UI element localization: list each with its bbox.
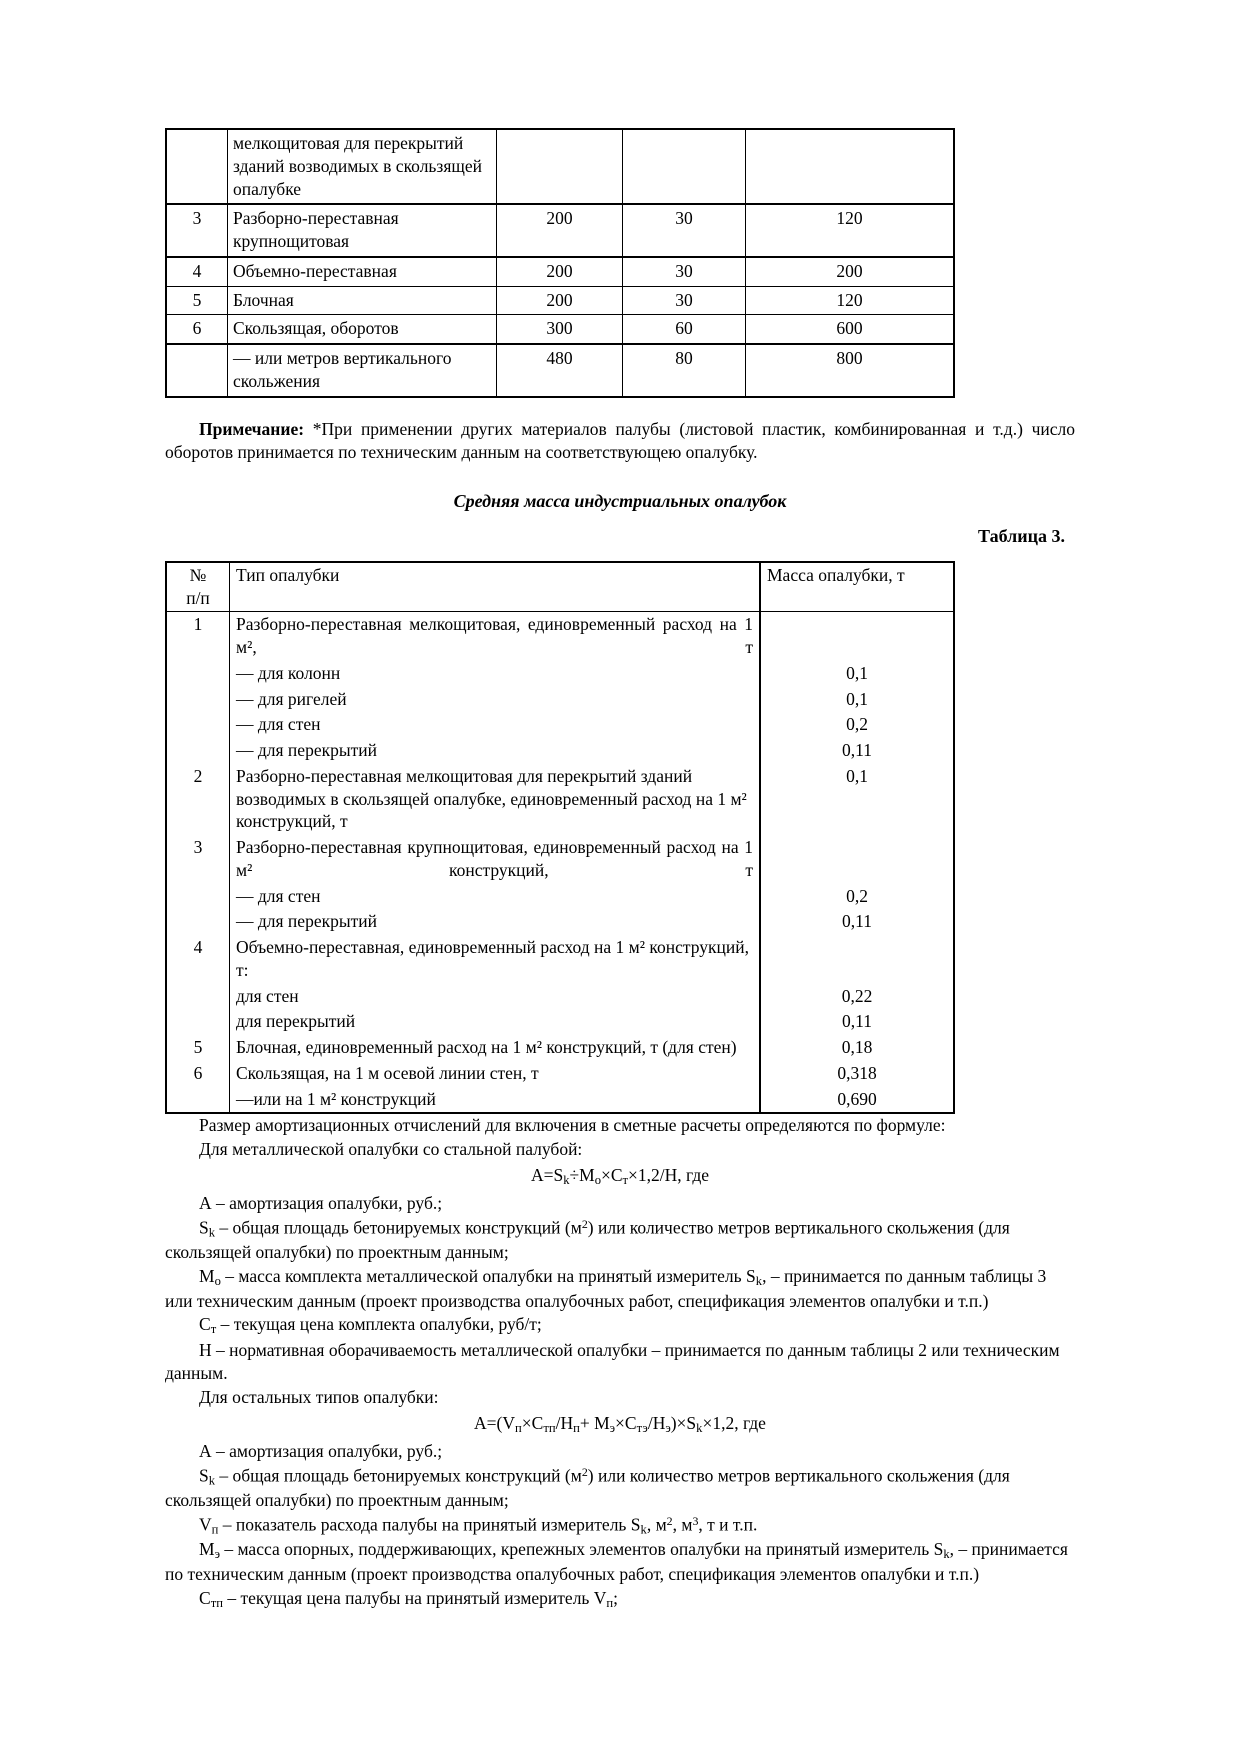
table-row	[166, 129, 954, 204]
row-value-c: 200	[746, 257, 955, 286]
row-type: Блочная	[228, 286, 497, 315]
table-row	[166, 909, 954, 935]
row-value-b: 60	[623, 315, 746, 344]
row-number: 4	[166, 257, 228, 286]
table1-note	[165, 418, 1075, 465]
row-value-a: 200	[497, 204, 623, 257]
paragraph-11: $V_п$ – показатель расхода палубы на принятый измеритель $S_k$, $м^2$, $м^3$, т и т.п.	[199, 1513, 758, 1537]
row-value-c: 800	[746, 344, 955, 397]
formula-2: $A=(V_п\times C_{тп}/H_п+ M_э\times C_{тэ}/H_э)\times S_k\times 1,2$, где	[474, 1413, 766, 1436]
row-description: для стен	[230, 984, 761, 1010]
row-description: для перекрытий	[230, 1009, 761, 1035]
table-row	[166, 712, 954, 738]
row-description: Разборно-переставная крупнощитовая, единовременный расход на 1 м² конструкций, т	[230, 835, 761, 884]
row-description: — для стен	[230, 884, 761, 910]
table-row	[166, 344, 954, 397]
paragraph-6: $C_т$ – текущая цена комплекта опалубки, руб/т;	[199, 1314, 542, 1337]
table-row	[166, 835, 954, 884]
row-type: Объемно-переставная	[228, 257, 497, 286]
table-row	[166, 612, 954, 661]
row-value: 0,1	[760, 764, 954, 835]
header-value: Масса опалубки, т	[760, 562, 954, 612]
header-description: Тип опалубки	[230, 562, 761, 612]
table-row	[166, 935, 954, 984]
row-value: 0,690	[760, 1087, 954, 1114]
row-value-b: 30	[623, 257, 746, 286]
row-number: 2	[166, 764, 230, 835]
paragraph-10: $S_k$ – общая площадь бетонируемых конструкций $(м^2)$ или количество метров вертикального скольжения (для скользящей опалубки) по проектным данным;	[165, 1464, 1010, 1511]
row-number: 5	[166, 1035, 230, 1061]
table3-number: Таблица 3.	[978, 525, 1065, 546]
row-value: 0,11	[760, 1009, 954, 1035]
header-number	[166, 562, 230, 612]
table-row	[166, 738, 954, 764]
row-number	[166, 909, 230, 935]
row-value-b: 30	[623, 286, 746, 315]
row-value	[760, 935, 954, 984]
table-row	[166, 204, 954, 257]
table-row	[166, 884, 954, 910]
row-value-b	[623, 129, 746, 204]
formula-1: $A=S_k\div M_o\times C_т\times 1,2/H$, где	[530, 1165, 710, 1188]
row-value: 0,18	[760, 1035, 954, 1061]
row-number	[166, 661, 230, 687]
row-number: 1	[166, 612, 230, 661]
row-number	[166, 129, 228, 204]
row-description: — для стен	[230, 712, 761, 738]
row-number	[166, 738, 230, 764]
table-row	[166, 1087, 954, 1114]
note-text: *При применении других материалов палубы (листовой пластик, комбинированная и т.д.) число оборотов принимается по техническим данным на соответствующею опалубку.	[165, 418, 1075, 463]
row-number	[166, 884, 230, 910]
row-number	[166, 1087, 230, 1114]
row-value-a: 300	[497, 315, 623, 344]
row-description: — для перекрытий	[230, 738, 761, 764]
row-number: 5	[166, 286, 228, 315]
row-value-c: 120	[746, 286, 955, 315]
row-number: 4	[166, 935, 230, 984]
row-value-a: 480	[497, 344, 623, 397]
paragraph-12: $M_э$ – масса опорных, поддерживающих, крепежных элементов опалубки на принятый измеритель $S_k$, – принимается по техническим данным (проект производства опалубочных работ, спецификация элементов опалубки и т.п.)	[165, 1539, 1068, 1585]
row-value-c: 600	[746, 315, 955, 344]
row-value: 0,11	[760, 909, 954, 935]
row-description: Разборно-переставная мелкощитовая, единовременный расход на 1 м², т	[230, 612, 761, 661]
table-header-row	[166, 562, 954, 612]
row-value: 0,11	[760, 738, 954, 764]
paragraph-7: Н – нормативная оборачиваемость металлической опалубки – принимается по данным таблицы 2 или техническим данным.	[165, 1339, 1060, 1384]
row-number: 3	[166, 835, 230, 884]
row-value	[760, 835, 954, 884]
table-row	[166, 984, 954, 1010]
paragraph-2: Для металлической опалубки со стальной палубой:	[199, 1138, 583, 1159]
table1-body	[166, 129, 954, 397]
row-value-b: 30	[623, 204, 746, 257]
row-type: Скользящая, оборотов	[228, 315, 497, 344]
paragraph-9: А – амортизация опалубки, руб.;	[199, 1441, 443, 1462]
formwork-mass-table	[165, 561, 955, 1115]
row-description: — для колонн	[230, 661, 761, 687]
row-description: — для перекрытий	[230, 909, 761, 935]
table-row	[166, 286, 954, 315]
table-row	[166, 315, 954, 344]
row-description: Разборно-переставная мелкощитовая для перекрытий зданий возводимых в скользящей опалубке, единовременный расход на 1 м² конструкций, т	[230, 764, 761, 835]
table3-title: Средняя масса индустриальных опалубок	[453, 490, 787, 511]
table-row	[166, 764, 954, 835]
row-description: Объемно-переставная, единовременный расход на 1 м² конструкций, т:	[230, 935, 761, 984]
row-number: 6	[166, 315, 228, 344]
row-value-a: 200	[497, 286, 623, 315]
header-number-line2: п/п	[186, 587, 210, 608]
row-number	[166, 687, 230, 713]
row-value	[760, 612, 954, 661]
note-label: Примечание:	[199, 418, 305, 439]
table-row	[166, 257, 954, 286]
paragraph-8: Для остальных типов опалубки:	[199, 1386, 439, 1407]
table-row	[166, 661, 954, 687]
table-row	[166, 1061, 954, 1087]
row-value: 0,1	[760, 687, 954, 713]
row-type: мелкощитовая для перекрытий зданий возводимых в скользящей опалубке	[228, 129, 497, 204]
row-description: — для ригелей	[230, 687, 761, 713]
row-number	[166, 712, 230, 738]
row-value-a: 200	[497, 257, 623, 286]
row-value: 0,318	[760, 1061, 954, 1087]
row-value: 0,2	[760, 712, 954, 738]
row-value-c	[746, 129, 955, 204]
paragraph-5: $М_o$ – масса комплекта металлической опалубки на принятый измеритель $S_k$, – принимается по данным таблицы 3 или техническим данным (проект производства опалубочных работ, спецификация элементов опалубки и т.п.)	[165, 1265, 1047, 1311]
paragraph-4: $S_k$ – общая площадь бетонируемых конструкций $(м^2)$ или количество метров вертикального скольжения (для скользящей опалубки) по проектным данным;	[165, 1216, 1010, 1263]
row-type: — или метров вертикального скольжения	[228, 344, 497, 397]
paragraph-3: А – амортизация опалубки, руб.;	[199, 1193, 443, 1214]
row-value-b: 80	[623, 344, 746, 397]
row-value: 0,1	[760, 661, 954, 687]
row-number: 6	[166, 1061, 230, 1087]
paragraph-1: Размер амортизационных отчислений для включения в сметные расчеты определяются по формуле:	[199, 1115, 946, 1136]
row-description: Блочная, единовременный расход на 1 м² конструкций, т (для стен)	[230, 1035, 761, 1061]
formwork-turnover-table	[165, 128, 955, 398]
table-row	[166, 687, 954, 713]
row-description: —или на 1 м² конструкций	[230, 1087, 761, 1114]
paragraph-13: $C_{тп}$ – текущая цена палубы на принятый измеритель $V_п$;	[199, 1587, 619, 1610]
table3-body	[166, 562, 954, 1114]
row-number	[166, 344, 228, 397]
row-description: Скользящая, на 1 м осевой линии стен, т	[230, 1061, 761, 1087]
row-value: 0,22	[760, 984, 954, 1010]
table-row	[166, 1035, 954, 1061]
row-number: 3	[166, 204, 228, 257]
row-type: Разборно-переставная крупнощитовая	[228, 204, 497, 257]
row-value-a	[497, 129, 623, 204]
row-number	[166, 1009, 230, 1035]
row-number	[166, 984, 230, 1010]
table-row	[166, 1009, 954, 1035]
row-value: 0,2	[760, 884, 954, 910]
header-number-line1: №	[189, 564, 207, 585]
row-value-c: 120	[746, 204, 955, 257]
body-text-section	[165, 1114, 1075, 1612]
